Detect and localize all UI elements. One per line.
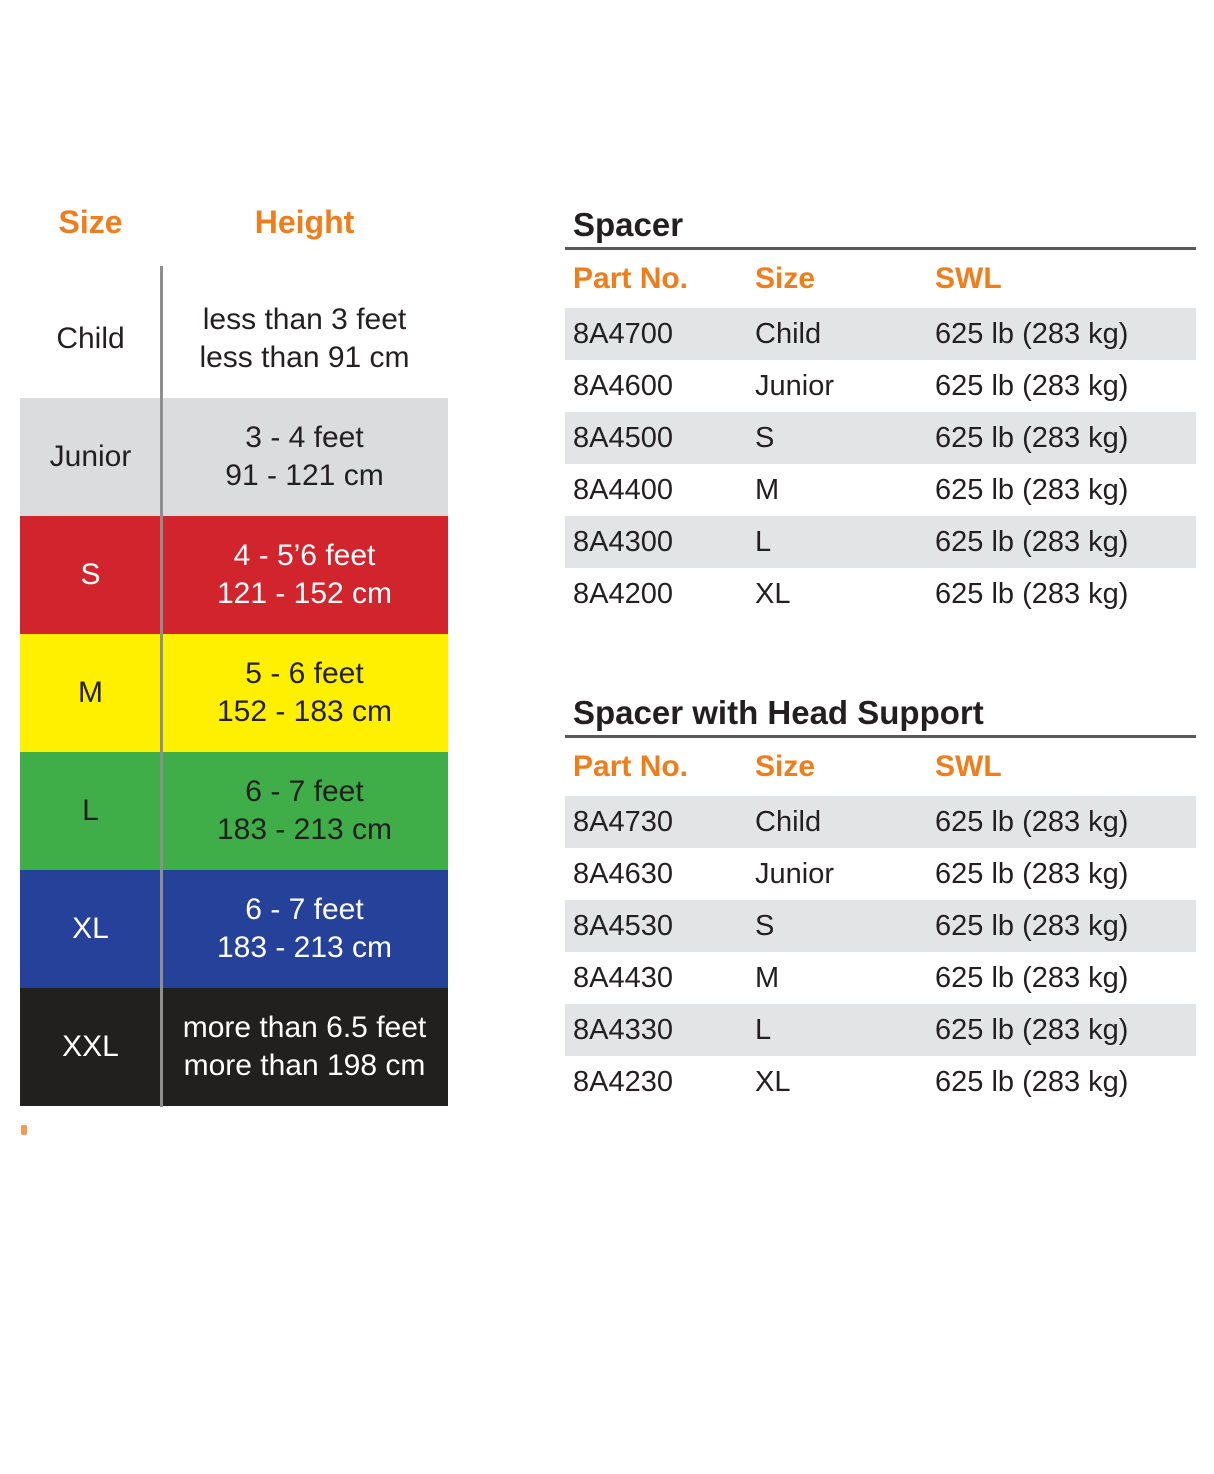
size-cell: Junior <box>755 369 834 402</box>
stray-orange-mark <box>21 1125 27 1135</box>
table-row <box>565 952 1196 1004</box>
size-cell: L <box>755 525 772 558</box>
height-line: 6 - 7 feet <box>245 775 364 808</box>
table-row <box>565 1056 1196 1108</box>
part-no-cell: 8A4500 <box>573 421 673 454</box>
swl-cell: 625 lb (283 kg) <box>935 857 1129 890</box>
height-cell <box>161 516 448 634</box>
spacer-head-support-table-body <box>565 796 1196 1108</box>
column-header-size: Size <box>755 750 816 783</box>
height-cell <box>161 634 448 752</box>
height-line: less than 3 feet <box>202 303 407 336</box>
size-chart-row-xxl <box>20 988 448 1106</box>
spacer-table-header-row <box>565 250 1196 308</box>
size-cell: S <box>80 558 101 591</box>
size-chart-row-l <box>20 752 448 870</box>
size-cell: XL <box>72 912 109 945</box>
height-line: 121 - 152 cm <box>216 577 393 610</box>
height-cell <box>161 988 448 1106</box>
spacer-table-title: Spacer <box>565 202 1196 250</box>
part-no-cell: 8A4330 <box>573 1013 673 1046</box>
height-line: less than 91 cm <box>199 341 410 374</box>
size-cell: S <box>755 909 775 942</box>
swl-cell: 625 lb (283 kg) <box>935 525 1129 558</box>
swl-cell: 625 lb (283 kg) <box>935 909 1129 942</box>
part-no-cell: 8A4430 <box>573 961 673 994</box>
swl-cell: 625 lb (283 kg) <box>935 805 1129 838</box>
table-row <box>565 412 1196 464</box>
height-line: 183 - 213 cm <box>216 813 393 846</box>
column-header-part-no: Part No. <box>573 750 689 783</box>
spacer-table-body <box>565 308 1196 620</box>
part-no-cell: 8A4630 <box>573 857 673 890</box>
column-header-swl: SWL <box>935 750 1002 783</box>
table-row <box>565 464 1196 516</box>
table-row <box>565 308 1196 360</box>
table-row <box>565 568 1196 620</box>
swl-cell: 625 lb (283 kg) <box>935 1013 1129 1046</box>
size-cell: L <box>82 794 99 827</box>
part-no-cell: 8A4200 <box>573 577 673 610</box>
swl-cell: 625 lb (283 kg) <box>935 369 1129 402</box>
size-cell: XXL <box>62 1030 119 1063</box>
table-row <box>565 796 1196 848</box>
height-cell <box>161 280 448 398</box>
table-row <box>565 1004 1196 1056</box>
part-no-cell: 8A4700 <box>573 317 673 350</box>
spacer-head-support-header-row <box>565 738 1196 796</box>
part-no-cell: 8A4400 <box>573 473 673 506</box>
column-header-part-no: Part No. <box>573 262 689 295</box>
size-chart-row-xl <box>20 870 448 988</box>
height-line: more than 6.5 feet <box>182 1011 427 1044</box>
size-cell: XL <box>755 577 791 610</box>
size-cell: S <box>755 421 775 454</box>
height-cell <box>161 398 448 516</box>
height-cell <box>161 752 448 870</box>
column-divider-line <box>160 266 163 1107</box>
table-row <box>565 900 1196 952</box>
swl-cell: 625 lb (283 kg) <box>935 577 1129 610</box>
size-chart-row-m <box>20 634 448 752</box>
swl-cell: 625 lb (283 kg) <box>935 961 1129 994</box>
height-line: 5 - 6 feet <box>245 657 364 690</box>
size-chart-row-junior <box>20 398 448 516</box>
part-no-cell: 8A4300 <box>573 525 673 558</box>
size-chart-header-height: Height <box>254 203 355 240</box>
height-cell <box>161 870 448 988</box>
size-cell: Child <box>755 805 822 838</box>
size-cell: L <box>755 1013 772 1046</box>
size-cell: XL <box>755 1065 791 1098</box>
spacer-head-support-table <box>565 690 1196 1108</box>
size-chart-header-size: Size <box>58 203 123 240</box>
size-cell: Junior <box>49 440 132 473</box>
spacer-table <box>565 202 1196 620</box>
height-line: more than 198 cm <box>183 1049 426 1082</box>
part-no-cell: 8A4600 <box>573 369 673 402</box>
swl-cell: 625 lb (283 kg) <box>935 473 1129 506</box>
part-no-cell: 8A4530 <box>573 909 673 942</box>
swl-cell: 625 lb (283 kg) <box>935 1065 1129 1098</box>
height-line: 183 - 213 cm <box>216 931 393 964</box>
size-chart-row-s <box>20 516 448 634</box>
height-line: 91 - 121 cm <box>225 459 384 492</box>
part-no-cell: 8A4230 <box>573 1065 673 1098</box>
size-cell: M <box>755 961 780 994</box>
size-cell: Child <box>755 317 822 350</box>
height-line: 3 - 4 feet <box>245 421 364 454</box>
column-header-size: Size <box>755 262 816 295</box>
table-row <box>565 360 1196 412</box>
swl-cell: 625 lb (283 kg) <box>935 317 1129 350</box>
table-row <box>565 516 1196 568</box>
size-cell: Junior <box>755 857 834 890</box>
size-cell: M <box>78 676 103 709</box>
size-cell: Child <box>56 322 125 355</box>
height-line: 4 - 5’6 feet <box>233 539 376 572</box>
height-line: 152 - 183 cm <box>216 695 393 728</box>
spacer-head-support-table-title: Spacer with Head Support <box>565 690 1196 738</box>
table-row <box>565 848 1196 900</box>
height-line: 6 - 7 feet <box>245 893 364 926</box>
column-header-swl: SWL <box>935 262 1002 295</box>
swl-cell: 625 lb (283 kg) <box>935 421 1129 454</box>
size-chart-row-child <box>20 280 448 398</box>
size-cell: M <box>755 473 780 506</box>
part-no-cell: 8A4730 <box>573 805 673 838</box>
size-chart <box>20 280 448 1106</box>
